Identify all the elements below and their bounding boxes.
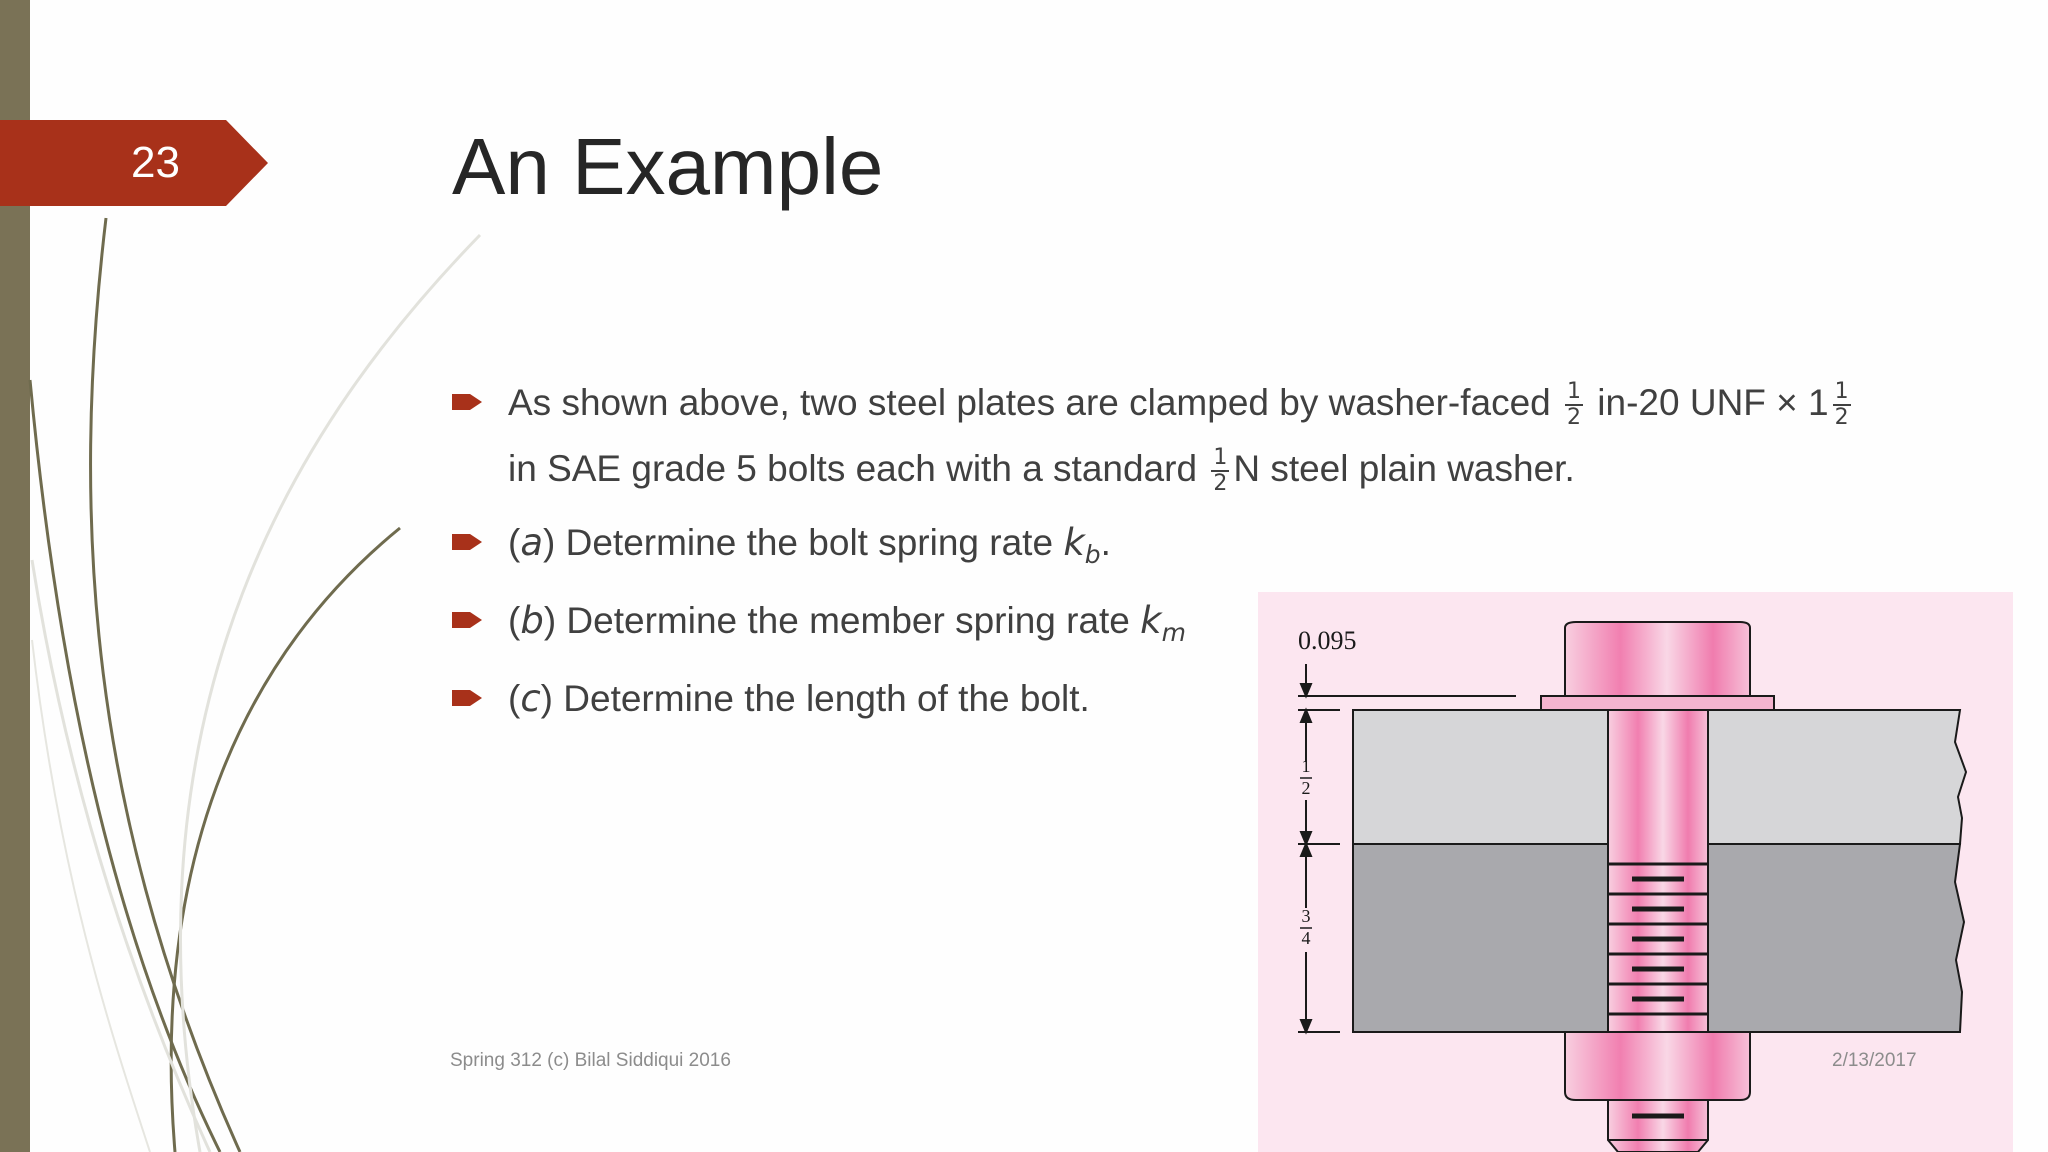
bullet-text: in-20 UNF × 1 (1597, 382, 1829, 423)
decorative-curve (32, 640, 150, 1152)
decorative-curve (91, 218, 240, 1152)
bullet-text: in SAE grade 5 bolts each with a standard (508, 448, 1198, 489)
paren-open: ( (508, 522, 521, 563)
part-letter: b (520, 599, 544, 642)
slide-title: An Example (452, 122, 884, 211)
hex-nut (1565, 1032, 1750, 1100)
bullet-text: ) Determine the member spring rate (543, 600, 1141, 641)
fraction (1833, 380, 1851, 430)
bullet-text: N steel plain washer. (1233, 448, 1575, 489)
dimension-half-denominator: 2 (1301, 778, 1311, 798)
dimension-label-washer: 0.095 (1298, 626, 1357, 655)
dimension-three-quarter-denominator: 4 (1301, 928, 1311, 948)
bullet-marker-icon (452, 392, 482, 412)
bolt-tip (1608, 1100, 1708, 1152)
paren-open: ( (508, 600, 521, 641)
bullet-text: ) Determine the bolt spring rate (543, 522, 1064, 563)
washer (1541, 696, 1774, 710)
bolt-head (1565, 622, 1750, 696)
dimension-three-quarter-numerator: 3 (1301, 906, 1311, 926)
slide-number-tag (0, 120, 268, 206)
decorative-curve (180, 235, 480, 1152)
part-letter: c (520, 677, 541, 720)
math-variable: k (1140, 599, 1162, 642)
fraction-numerator: 1 (1834, 379, 1849, 405)
sentence-end: . (1100, 522, 1111, 563)
footer-date: 2/13/2017 (1832, 1050, 1917, 1071)
fraction-numerator: 1 (1213, 445, 1228, 471)
decorative-curve (171, 528, 400, 1152)
bullet-marker-icon (452, 610, 482, 630)
bullet-text: ) Determine the length of the bolt. (540, 678, 1090, 719)
math-subscript: m (1161, 618, 1186, 647)
bullet-marker-icon (452, 688, 482, 708)
fraction (1211, 446, 1229, 496)
fraction-denominator: 2 (1567, 405, 1582, 431)
bullet-item (452, 370, 1912, 502)
math-subscript: b (1084, 540, 1101, 569)
dimension-half-numerator: 1 (1301, 756, 1311, 776)
part-letter: a (520, 521, 544, 564)
bullet-marker-icon (452, 532, 482, 552)
fraction-denominator: 2 (1213, 471, 1228, 497)
fraction-numerator: 1 (1567, 379, 1582, 405)
fraction (1565, 380, 1583, 430)
bullet-text: As shown above, two steel plates are clamped by washer-faced (508, 382, 1551, 423)
paren-open: ( (508, 678, 521, 719)
bullet-item (452, 510, 1912, 588)
slide-number: 23 (131, 138, 180, 187)
fraction-denominator: 2 (1834, 405, 1849, 431)
footer-left: Spring 312 (c) Bilal Siddiqui 2016 (450, 1050, 731, 1071)
math-variable: k (1063, 521, 1085, 564)
